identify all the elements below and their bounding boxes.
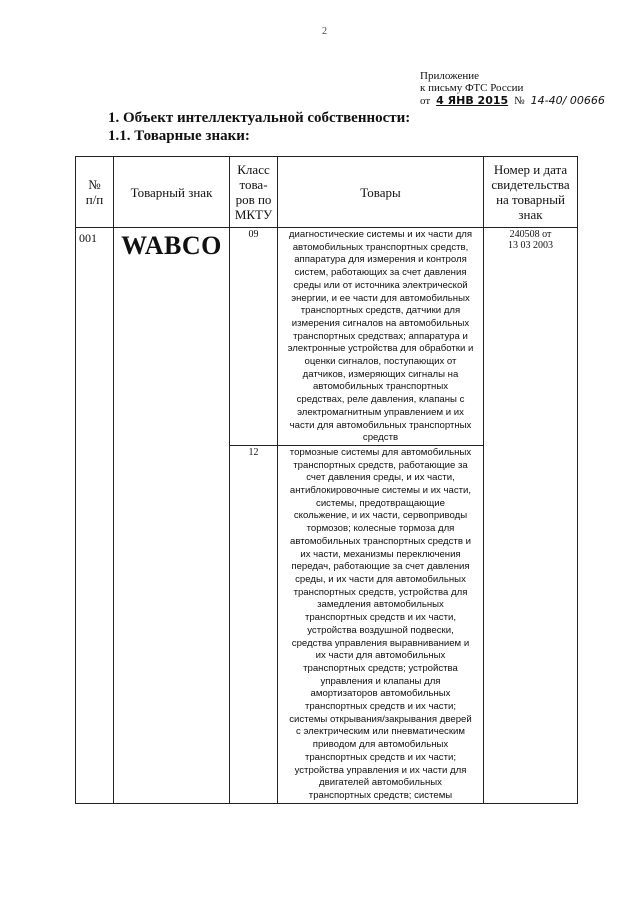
goods-line: системы, предотвращающие — [316, 497, 445, 509]
goods-line: их части для автомобильных — [315, 650, 446, 662]
registration-date: 13 03 2003 — [508, 240, 553, 251]
registration-cell — [484, 228, 578, 804]
header-class-line: ров по — [235, 192, 272, 207]
goods-line: устройства управления и их части для — [294, 764, 467, 776]
goods-line: скольжение, и их части, сервоприводы — [293, 510, 468, 522]
table-row — [76, 228, 578, 446]
section-heading: 1. Объект интеллектуальной собственности: — [108, 110, 411, 126]
class-cell: 12 — [230, 445, 278, 803]
goods-line: измерения сигналов на автомобильных — [291, 317, 470, 329]
goods-line: энергии, и ее части для автомобильных — [291, 292, 470, 304]
header-goods: Товары — [278, 157, 484, 228]
header-registration-line: свидетельства — [491, 177, 570, 192]
goods-line: транспортных средств и их части; — [304, 751, 457, 763]
header-registration-line: знак — [518, 207, 543, 222]
registration-number: 240508 от — [509, 229, 552, 240]
class-cell: 09 — [230, 228, 278, 446]
goods-line: среды или от источника электрической — [293, 279, 468, 291]
trademark-cell — [114, 228, 230, 804]
header-class-line: това- — [239, 177, 268, 192]
row-number: 001 — [76, 228, 114, 804]
header-registration-line: на товарный — [496, 192, 565, 207]
goods-line: транспортных средств, работающие за — [293, 459, 468, 471]
goods-line: устройства воздушной подвески, — [307, 624, 454, 636]
header-num-line: № — [88, 177, 101, 192]
goods-line: транспортных средств, датчики для — [300, 305, 461, 317]
header-registration — [484, 157, 578, 228]
header-num — [76, 157, 114, 228]
goods-line: тормозные системы для автомобильных — [289, 446, 472, 458]
goods-line: средства управления выравниванием и — [291, 637, 470, 649]
subsection-heading: 1.1. Товарные знаки: — [108, 128, 250, 144]
header-class-line: Класс — [237, 162, 270, 177]
goods-line: оценки сигналов, поступающих от — [304, 356, 457, 368]
header-num-line: п/п — [85, 192, 104, 207]
goods-line: замедления автомобильных — [317, 599, 444, 611]
goods-line: системы открывания/закрывания дверей — [289, 713, 472, 725]
goods-line: управления и клапаны для — [320, 675, 441, 687]
goods-line: автомобильных транспортных средств и — [290, 535, 471, 547]
goods-line: транспортных средств и их части; — [304, 701, 457, 713]
header-class-line: МКТУ — [234, 207, 273, 222]
header-registration-line: Номер и дата — [493, 162, 568, 177]
goods-line: транспортных средств; устройства — [303, 662, 458, 674]
goods-line: приводом для автомобильных — [312, 739, 449, 751]
goods-line: передач, работающие за счет давления — [291, 561, 470, 573]
appendix-date-number — [420, 95, 605, 107]
goods-line: транспортных средств, устройства для — [293, 586, 468, 598]
appendix-title: Приложение — [420, 70, 480, 82]
from-label: от — [420, 95, 431, 107]
date-stamp: 4 ЯНВ 2015 — [436, 94, 509, 107]
goods-line: автомобильных транспортных — [312, 381, 449, 393]
goods-line: электромагнитным управлением и их — [297, 406, 464, 418]
handwritten-number: 14-40/ 00666 — [530, 94, 605, 107]
goods-line: среды, и их части для автомобильных — [295, 573, 466, 585]
goods-cell-09 — [278, 228, 484, 446]
goods-line: с электрическим или пневматическим — [296, 726, 465, 738]
goods-line: диагностические системы и их части для — [288, 229, 473, 240]
goods-line: автомобильных транспортных средств, — [292, 241, 469, 253]
goods-line: систем, работающих за счет давления — [294, 267, 467, 279]
goods-line: транспортных средств и их части, — [304, 612, 457, 624]
goods-line: транспортных средств; системы — [308, 789, 453, 801]
goods-line: двигателей автомобильных — [319, 777, 442, 789]
goods-line: аппаратура для измерения и контроля — [294, 254, 467, 266]
goods-line: антиблокировочные системы и их части, — [289, 485, 472, 497]
page-number: 2 — [322, 26, 327, 37]
appendix-block — [420, 70, 605, 107]
goods-line: части для автомобильных транспортных — [289, 419, 472, 431]
goods-line: датчиков, измеряющих сигналы на — [302, 368, 459, 380]
appendix-letter-ref: к письму ФТС России — [420, 82, 524, 94]
goods-line: счет давления среды, и их части, — [306, 472, 455, 484]
goods-line: тормозов; колесные тормоза для — [306, 523, 455, 535]
trademarks-table — [75, 156, 578, 804]
header-class — [230, 157, 278, 228]
goods-line: амортизаторов автомобильных — [310, 688, 451, 700]
trademark-logo: WABCO — [121, 231, 222, 260]
goods-line: средств — [362, 432, 399, 444]
goods-line: их части, механизмы переключения — [300, 548, 461, 560]
goods-line: средствах, реле давления, клапаны с — [296, 394, 465, 406]
header-trademark: Товарный знак — [114, 157, 230, 228]
table-header-row — [76, 157, 578, 228]
goods-cell-12 — [278, 445, 484, 803]
goods-line: транспортных средствах; аппаратура и — [293, 330, 468, 342]
number-label: № — [514, 95, 525, 107]
goods-line: электронные устройства для обработки и — [287, 343, 474, 355]
